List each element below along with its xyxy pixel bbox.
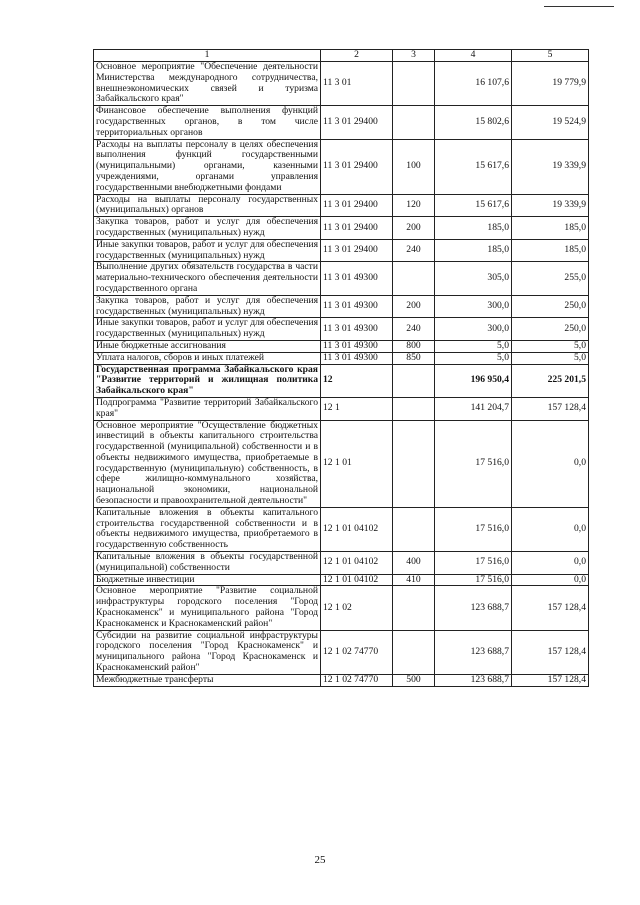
row-value-col4: 17 516,0 — [435, 574, 512, 586]
row-expense-type — [393, 364, 435, 397]
row-name: Основное мероприятие "Осуществление бюджетных инвестиций в объекты капитального строительства государственной (муниципальной) собственности и в объекты недвижимого имущества, приобретаемые в государственную (муниципальную) собственность, в сфере жилищно-коммунального хозяйства, национальной экономики, национальной безопасности и правоохранительной деятельности" — [94, 420, 321, 507]
row-value-col4: 123 688,7 — [435, 586, 512, 630]
row-code: 12 1 02 — [321, 586, 393, 630]
header-col-3: 3 — [393, 50, 435, 62]
row-code: 11 3 01 49300 — [321, 340, 393, 352]
table-row — [94, 574, 589, 586]
row-expense-type: 240 — [393, 318, 435, 341]
header-row — [94, 50, 589, 62]
row-value-col5: 19 524,9 — [512, 106, 589, 139]
row-name: Капитальные вложения в объекты капитального строительства государственной собственности и в объекты недвижимого имущества, приобретаемого в государственную собственность — [94, 507, 321, 551]
header-col-2: 2 — [321, 50, 393, 62]
row-code: 11 3 01 29400 — [321, 106, 393, 139]
row-value-col5: 250,0 — [512, 295, 589, 318]
page-number: 25 — [314, 854, 326, 866]
table-row — [94, 630, 589, 674]
row-code: 12 1 01 04102 — [321, 552, 393, 575]
row-value-col4: 300,0 — [435, 318, 512, 341]
corner-rule — [544, 6, 614, 7]
header-col-1: 1 — [94, 50, 321, 62]
row-value-col5: 185,0 — [512, 239, 589, 262]
row-value-col4: 15 617,6 — [435, 194, 512, 217]
row-value-col5: 5,0 — [512, 340, 589, 352]
row-expense-type — [393, 507, 435, 551]
row-name: Бюджетные инвестиции — [94, 574, 321, 586]
row-name: Основное мероприятие "Обеспечение деятельности Министерства международного сотрудничества, внешнеэкономических связей и туризма Забайкальского края" — [94, 62, 321, 106]
table-row — [94, 62, 589, 106]
row-code: 11 3 01 49300 — [321, 352, 393, 364]
row-expense-type: 800 — [393, 340, 435, 352]
table-row — [94, 239, 589, 262]
header-col-5: 5 — [512, 50, 589, 62]
row-value-col4: 305,0 — [435, 262, 512, 295]
table-row — [94, 262, 589, 295]
row-expense-type — [393, 420, 435, 507]
row-code: 12 1 — [321, 397, 393, 420]
row-code: 11 3 01 29400 — [321, 139, 393, 194]
table-row — [94, 552, 589, 575]
row-value-col4: 123 688,7 — [435, 674, 512, 686]
row-value-col5: 0,0 — [512, 574, 589, 586]
row-expense-type: 850 — [393, 352, 435, 364]
row-expense-type: 100 — [393, 139, 435, 194]
table-row — [94, 217, 589, 240]
header-col-4: 4 — [435, 50, 512, 62]
row-expense-type — [393, 106, 435, 139]
row-name: Капитальные вложения в объекты государственной (муниципальной) собственности — [94, 552, 321, 575]
row-expense-type: 240 — [393, 239, 435, 262]
row-code: 11 3 01 49300 — [321, 318, 393, 341]
row-value-col5: 0,0 — [512, 552, 589, 575]
row-expense-type: 200 — [393, 217, 435, 240]
row-name: Расходы на выплаты персоналу в целях обеспечения выполнения функций государственными (муниципальными) органами, казенными учреждениями, органами управления государственными внебюджетными фондами — [94, 139, 321, 194]
row-name: Иные бюджетные ассигнования — [94, 340, 321, 352]
row-expense-type: 410 — [393, 574, 435, 586]
row-value-col5: 19 339,9 — [512, 194, 589, 217]
row-name: Субсидии на развитие социальной инфраструктуры городского поселения "Город Краснокаменск" и муниципального района "Город Краснокаменск и Краснокаменский район" — [94, 630, 321, 674]
table-row — [94, 397, 589, 420]
row-code: 12 1 02 74770 — [321, 674, 393, 686]
row-code: 11 3 01 29400 — [321, 217, 393, 240]
table-row — [94, 194, 589, 217]
table-row — [94, 340, 589, 352]
row-code: 12 1 01 — [321, 420, 393, 507]
table-row — [94, 106, 589, 139]
row-value-col4: 17 516,0 — [435, 420, 512, 507]
row-code: 11 3 01 49300 — [321, 295, 393, 318]
row-value-col4: 15 617,6 — [435, 139, 512, 194]
table-row — [94, 295, 589, 318]
row-value-col4: 16 107,6 — [435, 62, 512, 106]
row-name: Подпрограмма "Развитие территорий Забайкальского края" — [94, 397, 321, 420]
row-code: 11 3 01 29400 — [321, 194, 393, 217]
row-code: 12 1 01 04102 — [321, 574, 393, 586]
table-row — [94, 139, 589, 194]
row-value-col5: 19 779,9 — [512, 62, 589, 106]
row-value-col5: 0,0 — [512, 420, 589, 507]
row-value-col5: 157 128,4 — [512, 630, 589, 674]
row-value-col4: 15 802,6 — [435, 106, 512, 139]
row-name: Закупка товаров, работ и услуг для обеспечения государственных (муниципальных) нужд — [94, 217, 321, 240]
row-code: 12 1 02 74770 — [321, 630, 393, 674]
row-name: Выполнение других обязательств государства в части материально-технического обеспечения деятельности государственного органа — [94, 262, 321, 295]
budget-table — [93, 49, 589, 687]
row-expense-type — [393, 397, 435, 420]
row-name: Уплата налогов, сборов и иных платежей — [94, 352, 321, 364]
row-value-col4: 5,0 — [435, 340, 512, 352]
row-value-col5: 157 128,4 — [512, 397, 589, 420]
row-name: Финансовое обеспечение выполнения функций государственных органов, в том числе территориальных органов — [94, 106, 321, 139]
row-expense-type: 200 — [393, 295, 435, 318]
row-expense-type — [393, 630, 435, 674]
row-expense-type — [393, 262, 435, 295]
table-row — [94, 352, 589, 364]
row-value-col5: 250,0 — [512, 318, 589, 341]
row-code: 12 1 01 04102 — [321, 507, 393, 551]
row-expense-type — [393, 62, 435, 106]
row-value-col5: 225 201,5 — [512, 364, 589, 397]
table-row — [94, 674, 589, 686]
row-name: Закупка товаров, работ и услуг для обеспечения государственных (муниципальных) нужд — [94, 295, 321, 318]
row-value-col4: 17 516,0 — [435, 507, 512, 551]
row-value-col4: 300,0 — [435, 295, 512, 318]
row-code: 11 3 01 29400 — [321, 239, 393, 262]
row-name: Расходы на выплаты персоналу государственных (муниципальных) органов — [94, 194, 321, 217]
row-value-col5: 0,0 — [512, 507, 589, 551]
row-value-col5: 255,0 — [512, 262, 589, 295]
row-value-col4: 196 950,4 — [435, 364, 512, 397]
row-name: Межбюджетные трансферты — [94, 674, 321, 686]
row-value-col4: 185,0 — [435, 217, 512, 240]
row-code: 11 3 01 — [321, 62, 393, 106]
table-row — [94, 364, 589, 397]
row-value-col5: 5,0 — [512, 352, 589, 364]
table-row — [94, 420, 589, 507]
row-code: 11 3 01 49300 — [321, 262, 393, 295]
row-name: Иные закупки товаров, работ и услуг для обеспечения государственных (муниципальных) нужд — [94, 239, 321, 262]
table-row — [94, 586, 589, 630]
row-value-col4: 17 516,0 — [435, 552, 512, 575]
row-expense-type: 400 — [393, 552, 435, 575]
row-name: Иные закупки товаров, работ и услуг для обеспечения государственных (муниципальных) нужд — [94, 318, 321, 341]
row-value-col4: 141 204,7 — [435, 397, 512, 420]
row-value-col5: 157 128,4 — [512, 586, 589, 630]
row-value-col5: 185,0 — [512, 217, 589, 240]
row-value-col5: 19 339,9 — [512, 139, 589, 194]
table-row — [94, 507, 589, 551]
row-value-col5: 157 128,4 — [512, 674, 589, 686]
row-expense-type: 500 — [393, 674, 435, 686]
row-name: Государственная программа Забайкальского края "Развитие территорий и жилищная политика Забайкальского края" — [94, 364, 321, 397]
row-expense-type: 120 — [393, 194, 435, 217]
row-code: 12 — [321, 364, 393, 397]
row-value-col4: 185,0 — [435, 239, 512, 262]
row-value-col4: 123 688,7 — [435, 630, 512, 674]
row-expense-type — [393, 586, 435, 630]
row-value-col4: 5,0 — [435, 352, 512, 364]
row-name: Основное мероприятие "Развитие социальной инфраструктуры городского поселения "Город Краснокаменск" и муниципального района "Город Краснокаменск и Краснокаменский район" — [94, 586, 321, 630]
table-row — [94, 318, 589, 341]
